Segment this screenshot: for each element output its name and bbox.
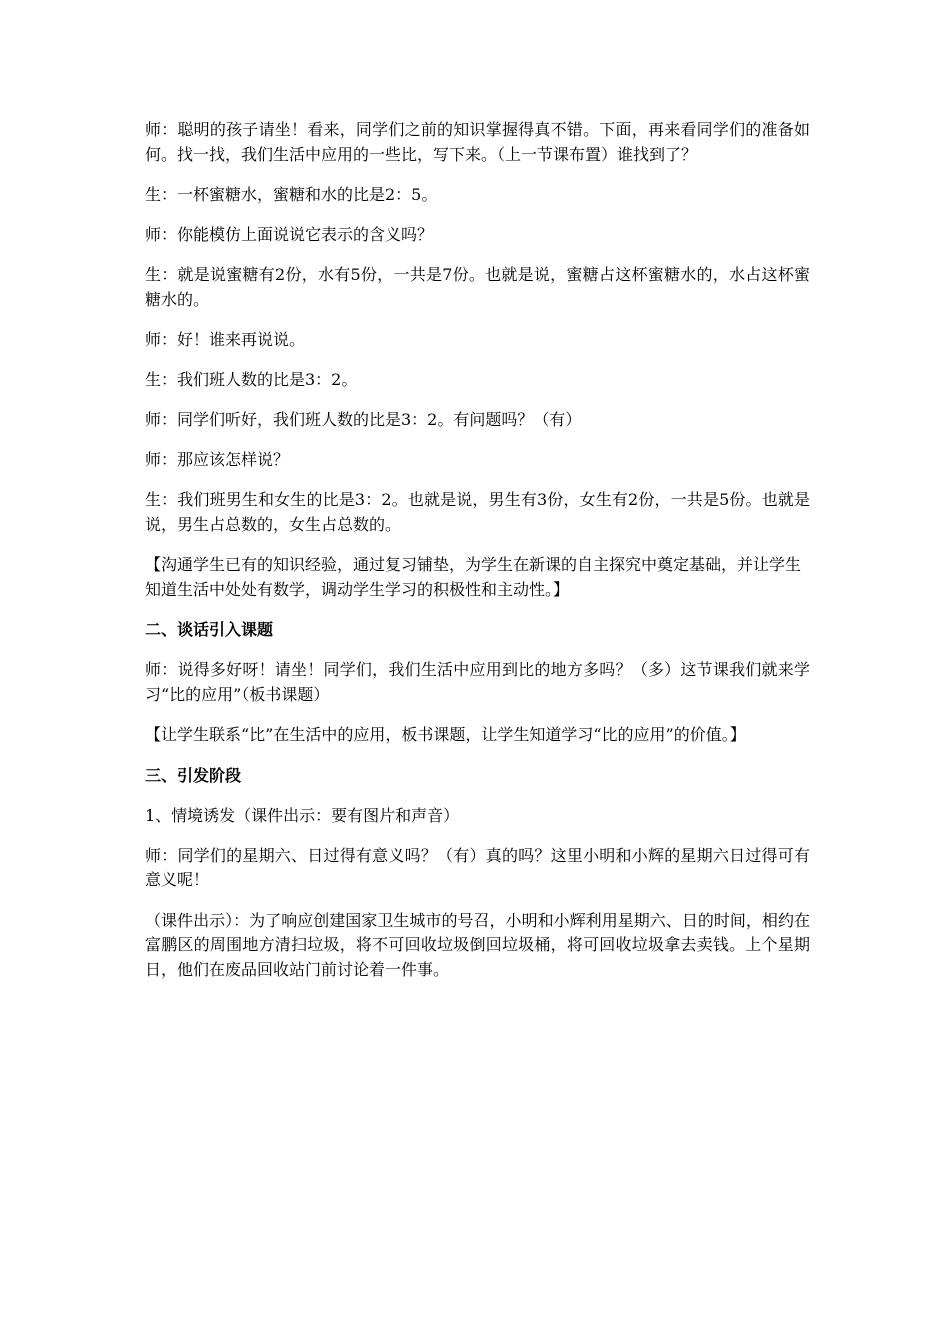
paragraph-teacher-1: 师：聪明的孩子请坐！看来，同学们之前的知识掌握得真不错。下面，再来看同学们的准备如何。找一找，我们生活中应用的一些比，写下来。（上一节课布置）谁找到了？	[145, 120, 810, 164]
paragraph-teacher-4: 师：同学们听好，我们班人数的比是3：2。有问题吗？（有）	[145, 410, 582, 429]
paragraph-teacher-5: 师：那应该怎样说？	[145, 450, 290, 469]
paragraph-step-1: 1、情境诱发（课件出示：要有图片和声音）	[145, 805, 460, 825]
paragraph-teacher-7: 师：同学们的星期六、日过得有意义吗？（有）真的吗？这里小明和小辉的星期六日过得可有意义呢！	[145, 845, 810, 889]
paragraph-student-3: 生：我们班人数的比是3：2。	[145, 370, 358, 389]
design-note-2: 【让学生联系“比”在生活中的应用，板书课题，让学生知道学习“比的应用”的价值。】	[145, 725, 746, 744]
design-note-1: 【沟通学生已有的知识经验，通过复习铺垫，为学生在新课的自主探究中奠定基础，并让学生知道生活中处处有数学，调动学生学习的积极性和主动性。】	[145, 555, 802, 599]
document-page	[145, 118, 810, 998]
paragraph-courseware: （课件出示）：为了响应创建国家卫生城市的号召，小明和小辉利用星期六、日的时间，相约在富鹏区的周围地方清扫垃圾，将不可回收垃圾倒回垃圾桶，将可回收垃圾拿去卖钱。上个星期日，他们在废品回收站门前讨论着一件事。	[145, 910, 810, 979]
paragraph-teacher-2: 师：你能模仿上面说说它表示的含义吗？	[145, 225, 434, 244]
section-heading-2: 二、谈话引入课题	[145, 620, 274, 639]
paragraph-student-4: 生：我们班男生和女生的比是3：2。也就是说，男生有3份，女生有2份，一共是5份。也就是说，男生占总数的，女生占总数的。	[145, 490, 810, 534]
paragraph-teacher-6: 师：说得多好呀！请坐！同学们，我们生活中应用到比的地方多吗？（多）这节课我们就来学习“比的应用”（板书课题）	[145, 660, 810, 704]
paragraph-student-1: 生：一杯蜜糖水，蜜糖和水的比是2：5。	[145, 185, 438, 204]
paragraph-student-2: 生：就是说蜜糖有2份，水有5份，一共是7份。也就是说，蜜糖占这杯蜜糖水的，水占这杯蜜糖水的。	[145, 265, 810, 309]
paragraph-teacher-3: 师：好！谁来再说说。	[145, 330, 306, 349]
section-heading-3: 三、引发阶段	[145, 765, 242, 785]
